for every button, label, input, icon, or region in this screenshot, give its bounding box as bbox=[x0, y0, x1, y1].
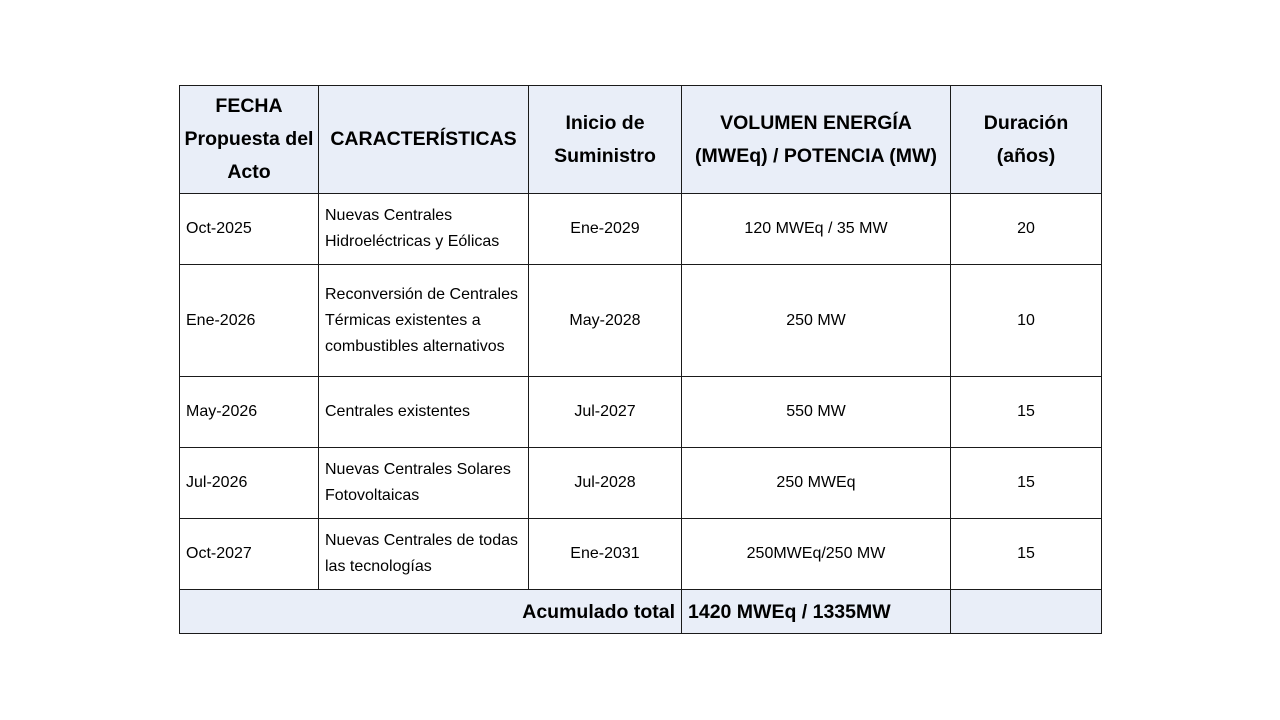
cell-fecha: Oct-2025 bbox=[180, 194, 319, 265]
cell-volumen: 550 MW bbox=[682, 377, 951, 448]
header-fecha: FECHA Propuesta del Acto bbox=[180, 86, 319, 194]
total-empty-cell bbox=[951, 590, 1102, 634]
header-duracion: Duración (años) bbox=[951, 86, 1102, 194]
cell-caracteristicas: Nuevas Centrales Hidroeléctricas y Eólicas bbox=[319, 194, 529, 265]
total-label: Acumulado total bbox=[180, 590, 682, 634]
cell-duracion: 15 bbox=[951, 377, 1102, 448]
table-row bbox=[180, 194, 1102, 265]
cell-duracion: 15 bbox=[951, 448, 1102, 519]
total-row bbox=[180, 590, 1102, 634]
cell-fecha: Ene-2026 bbox=[180, 265, 319, 377]
header-volumen: VOLUMEN ENERGÍA (MWEq) / POTENCIA (MW) bbox=[682, 86, 951, 194]
cell-volumen: 250 MW bbox=[682, 265, 951, 377]
cell-caracteristicas: Nuevas Centrales de todas las tecnologías bbox=[319, 519, 529, 590]
cell-inicio: Ene-2031 bbox=[529, 519, 682, 590]
cell-caracteristicas: Centrales existentes bbox=[319, 377, 529, 448]
cell-duracion: 10 bbox=[951, 265, 1102, 377]
cell-caracteristicas: Reconversión de Centrales Térmicas existentes a combustibles alternativos bbox=[319, 265, 529, 377]
cell-inicio: Jul-2028 bbox=[529, 448, 682, 519]
cell-inicio: Ene-2029 bbox=[529, 194, 682, 265]
header-inicio: Inicio de Suministro bbox=[529, 86, 682, 194]
cell-fecha: Oct-2027 bbox=[180, 519, 319, 590]
cell-fecha: May-2026 bbox=[180, 377, 319, 448]
cell-volumen: 250MWEq/250 MW bbox=[682, 519, 951, 590]
table-row bbox=[180, 519, 1102, 590]
cell-caracteristicas: Nuevas Centrales Solares Fotovoltaicas bbox=[319, 448, 529, 519]
cell-duracion: 15 bbox=[951, 519, 1102, 590]
header-caracteristicas: CARACTERÍSTICAS bbox=[319, 86, 529, 194]
table-row bbox=[180, 377, 1102, 448]
cell-fecha: Jul-2026 bbox=[180, 448, 319, 519]
cell-inicio: May-2028 bbox=[529, 265, 682, 377]
table-row bbox=[180, 448, 1102, 519]
header-row bbox=[180, 86, 1102, 194]
total-value: 1420 MWEq / 1335MW bbox=[682, 590, 951, 634]
supply-schedule-table bbox=[179, 85, 1102, 634]
cell-volumen: 120 MWEq / 35 MW bbox=[682, 194, 951, 265]
cell-duracion: 20 bbox=[951, 194, 1102, 265]
table-row bbox=[180, 265, 1102, 377]
cell-inicio: Jul-2027 bbox=[529, 377, 682, 448]
cell-volumen: 250 MWEq bbox=[682, 448, 951, 519]
